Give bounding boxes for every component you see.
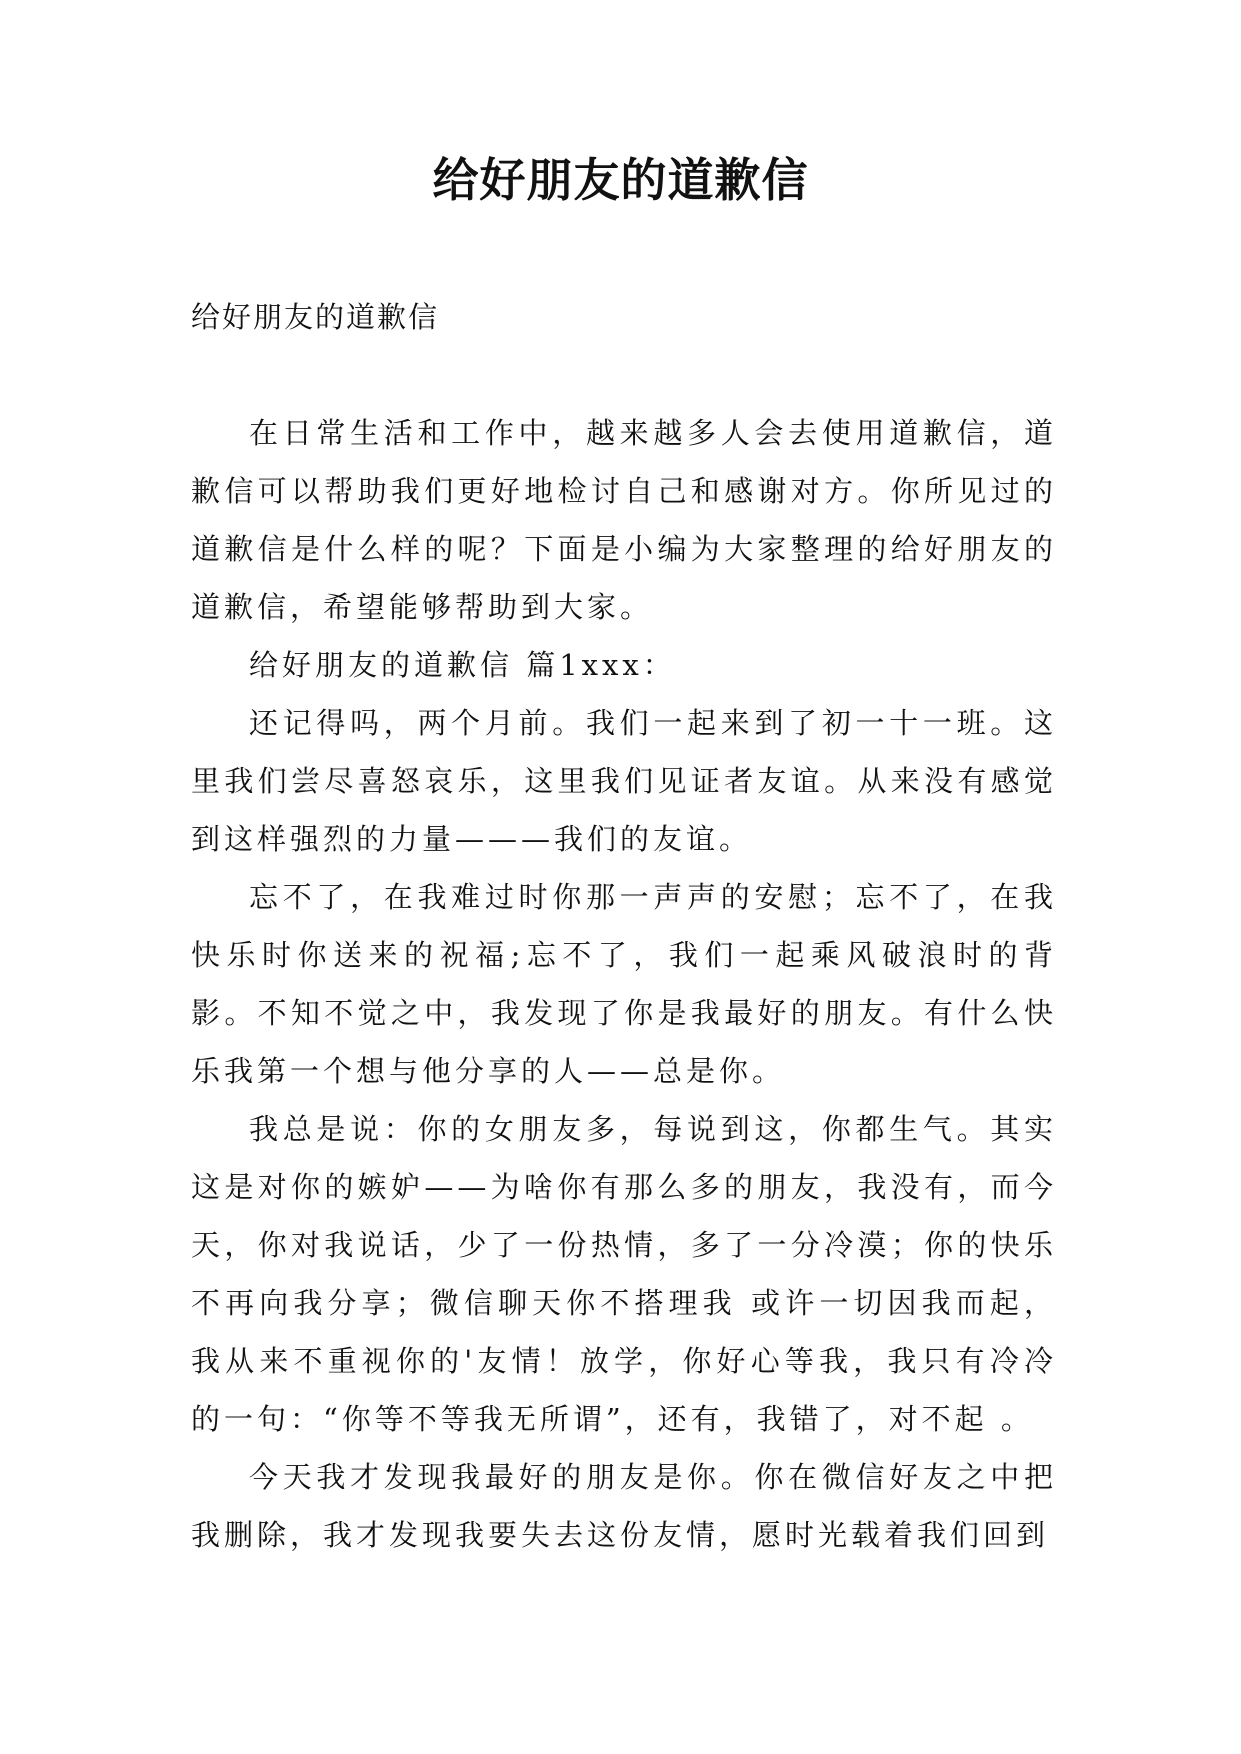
paragraph: 还记得吗，两个月前。我们一起来到了初一十一班。这里我们尝尽喜怒哀乐，这里我们见证者友谊。从来没有感觉到这样强烈的力量———我们的友谊。 <box>191 706 1057 856</box>
document-subtitle: 给好朋友的道歉信 <box>191 300 440 334</box>
paragraph: 今天我才发现我最好的朋友是你。你在微信好友之中把我删除，我才发现我要失去这份友情，愿时光载着我们回到 <box>191 1460 1057 1552</box>
paragraph-intro: 在日常生活和工作中，越来越多人会去使用道歉信，道歉信可以帮助我们更好地检讨自己和感谢对方。你所见过的道歉信是什么样的呢？下面是小编为大家整理的给好朋友的道歉信，希望能够帮助到大家。 <box>191 416 1057 624</box>
document-title: 给好朋友的道歉信 <box>432 153 809 207</box>
paragraph: 忘不了，在我难过时你那一声声的安慰；忘不了，在我快乐时你送来的祝福;忘不了，我们一起乘风破浪时的背影。不知不觉之中，我发现了你是我最好的朋友。有什么快乐我第一个想与他分享的人——总是你。 <box>191 880 1057 1088</box>
section-heading: 给好朋友的道歉信 篇1xxx： <box>249 648 676 682</box>
paragraph: 我总是说：你的女朋友多，每说到这，你都生气。其实这是对你的嫉妒——为啥你有那么多的朋友，我没有，而今天，你对我说话，少了一份热情，多了一分冷漠；你的快乐不再向我分享；微信聊天你不搭理我 或许一切因我而起，我从来不重视你的'友情！放学，你好心等我，我只有冷冷的一句：“你等不等我无所谓”，还有，我错了，对不起 。 <box>191 1112 1057 1436</box>
document-body <box>191 404 1057 1564</box>
